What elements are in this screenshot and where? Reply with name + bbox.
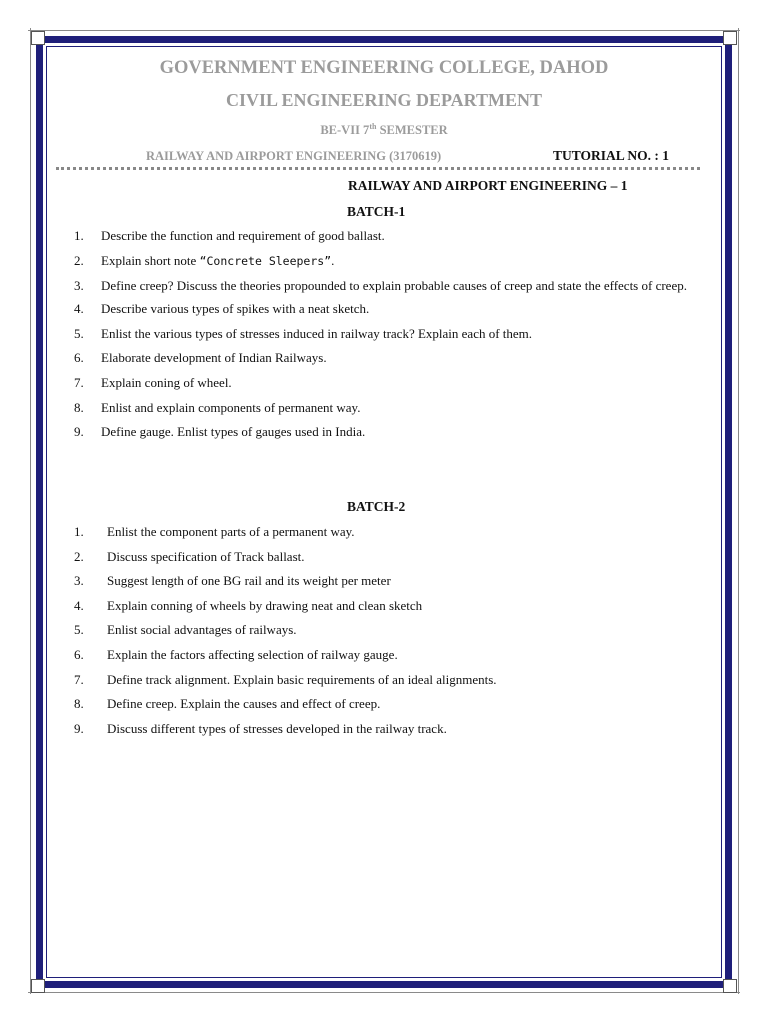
border-guide-right — [738, 28, 739, 994]
batch1-heading: BATCH-1 — [347, 204, 406, 219]
list-item — [74, 721, 694, 737]
question-number: 5. — [74, 622, 84, 638]
question-number: 9. — [74, 424, 84, 440]
list-item — [74, 622, 694, 638]
question-text: Discuss different types of stresses developed in the railway track. — [107, 720, 447, 736]
question-text: Describe various types of spikes with a neat sketch. — [101, 301, 370, 317]
question-text: Elaborate development of Indian Railways. — [101, 350, 327, 366]
question-number: 4. — [74, 301, 84, 317]
question-text: Define track alignment. Explain basic requirements of an ideal alignments. — [107, 671, 497, 687]
question-text: Enlist the various types of stresses induced in railway track? Explain each of them. — [101, 325, 533, 341]
list-item — [74, 424, 694, 440]
question-text: Define gauge. Enlist types of gauges used in India. — [101, 424, 366, 440]
semester-line — [0, 122, 768, 138]
question-number: 8. — [74, 696, 84, 712]
batch2-heading: BATCH-2 — [347, 499, 406, 514]
question-text: Explain conning of wheels by drawing neat and clean sketch — [107, 597, 423, 613]
question-number: 5. — [74, 325, 84, 341]
border-corner-bottom-right — [723, 979, 737, 993]
list-item — [74, 350, 694, 366]
question-text: Explain coning of wheel. — [101, 374, 232, 390]
border-guide-top — [28, 30, 740, 31]
question-quoted-term: “Concrete Sleepers” — [199, 253, 332, 268]
list-item — [74, 573, 694, 589]
question-text: Enlist the component parts of a permanent way. — [107, 524, 355, 539]
college-name: GOVERNMENT ENGINEERING COLLEGE, DAHOD — [159, 58, 609, 78]
subject-code-line: RAILWAY AND AIRPORT ENGINEERING (3170619) — [146, 149, 442, 163]
list-item — [74, 598, 694, 614]
question-number: 2. — [74, 548, 84, 564]
question-text: Discuss specification of Track ballast. — [107, 548, 305, 564]
batch2-question-list — [74, 524, 694, 745]
question-text: Explain short note — [101, 252, 200, 268]
list-item — [74, 696, 694, 712]
question-number: 3. — [74, 573, 84, 589]
semester-ordinal: th — [369, 122, 377, 131]
header-divider — [56, 167, 700, 170]
question-number: 3. — [74, 278, 84, 294]
question-number: 7. — [74, 671, 84, 687]
list-item — [74, 524, 694, 540]
question-text: Describe the function and requirement of good ballast. — [101, 228, 385, 243]
list-item — [74, 375, 694, 391]
question-number: 7. — [74, 374, 84, 390]
list-item — [74, 647, 694, 663]
border-corner-top-right — [723, 31, 737, 45]
border-guide-left — [30, 28, 31, 994]
question-text: Enlist and explain components of permanent way. — [101, 399, 361, 415]
border-corner-top-left — [31, 31, 45, 45]
batch1-question-list — [74, 228, 694, 449]
question-number: 6. — [74, 646, 84, 662]
list-item — [74, 400, 694, 416]
question-number: 2. — [74, 252, 84, 268]
question-number: 8. — [74, 399, 84, 415]
border-guide-bottom — [28, 992, 740, 993]
question-tail: . — [331, 252, 335, 268]
department-name: CIVIL ENGINEERING DEPARTMENT — [225, 90, 543, 110]
list-item — [74, 301, 694, 317]
list-item — [74, 672, 694, 688]
list-item — [74, 549, 694, 565]
semester-prefix: BE-VII 7 — [320, 123, 370, 138]
tutorial-number: TUTORIAL NO. : 1 — [553, 148, 670, 163]
list-item — [74, 228, 694, 244]
list-item — [74, 326, 694, 342]
semester-suffix: SEMESTER — [376, 123, 448, 138]
tutorial-subtitle: RAILWAY AND AIRPORT ENGINEERING – 1 — [348, 178, 628, 193]
question-text: Suggest length of one BG rail and its weight per meter — [107, 573, 391, 589]
question-number: 9. — [74, 720, 84, 736]
question-text: Enlist social advantages of railways. — [107, 622, 297, 638]
question-number: 4. — [74, 597, 84, 613]
question-number: 1. — [74, 524, 84, 539]
question-text: Define creep? Discuss the theories propounded to explain probable causes of creep and state the effects of creep. — [101, 278, 687, 294]
list-item — [74, 274, 694, 297]
question-number: 1. — [74, 228, 84, 243]
list-item — [74, 253, 694, 269]
question-number: 6. — [74, 350, 84, 366]
question-text: Explain the factors affecting selection of railway gauge. — [107, 646, 398, 662]
question-text: Define creep. Explain the causes and effect of creep. — [107, 696, 381, 712]
border-corner-bottom-left — [31, 979, 45, 993]
